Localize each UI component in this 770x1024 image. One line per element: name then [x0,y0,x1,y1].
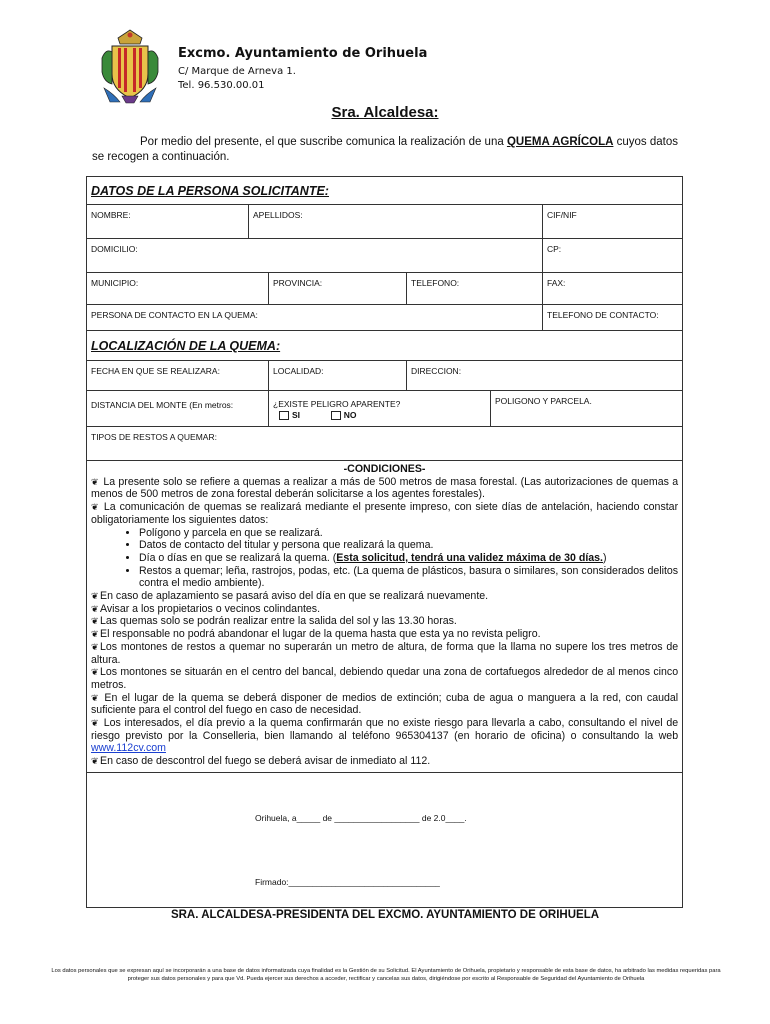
privacy-notice: Los datos personales que se expresan aquí se incorporarán a una base de datos informatizada cuya finalidad es la Gestión de su Solicitud. El Ayuntamiento de Orihuela, propietario y responsable de esta base de datos, ha arbitrado las medidas requeridas para proteger sus datos personales y para que Vd. Pueda ejercer sus derechos a acceder, rectificar y cancelas sus datos, dirigiéndose por escrito al Responsable de Seguridad del Ayuntamiento de Orihuela [51,968,721,982]
fire-warning-icon: ❦ [91,629,99,640]
section-location-title: LOCALIZACIÓN DE LA QUEMA: [87,331,683,361]
intro-emphasis: QUEMA AGRÍCOLA [506,136,614,148]
fire-warning-icon: ❦ [91,692,99,703]
condition-item: ❦El responsable no podrá abandonar el lugar de la quema hasta que esta ya no revista peligro. [91,628,541,641]
fire-warning-icon: ❦ [91,476,99,487]
fecha-field[interactable]: FECHA EN QUE SE REALIZARA: [87,361,269,391]
intro-paragraph: Por medio del presente, el que suscribe comunica la realización de una QUEMA AGRÍCOLA cuyos datos se recogen a continuación. [92,136,678,163]
web-link[interactable]: www.112cv.com [91,742,166,755]
fire-warning-icon: ❦ [91,603,99,614]
condition-item: ❦ En el lugar de la quema se deberá disponer de medios de extinción; cuba de agua o manguera a la red, con caudal suficiente para el control del fuego en caso de necesidad. [91,691,679,717]
condition-item: ❦Los montones de restos a quemar no superarán un metro de altura, de forma que la llama no supere los tres metros de altura. [91,640,679,666]
fire-warning-icon: ❦ [91,616,99,627]
list-item: • Datos de contacto del titular y persona que realizará la quema. [139,539,678,552]
section-applicant-title: DATOS DE LA PERSONA SOLICITANTE: [87,177,683,205]
footer-title: SRA. ALCALDESA-PRESIDENTA DEL EXCMO. AYUNTAMIENTO DE ORIHUELA [170,909,600,921]
direccion-field[interactable]: DIRECCION: [407,361,683,391]
place-date-line[interactable]: Orihuela, a_____ de __________________ de 2.0____. [255,812,467,823]
condition-item: ❦ La presente solo se refiere a quemas a realizar a más de 500 metros de masa forestal. (Las autorizaciones de quemas a menos de 500 metros de zona forestal deberán solicitarse a los agentes forestales). [91,475,679,501]
condition-item: ❦ La comunicación de quemas se realizará mediante el presente impreso, con siete días de antelación, haciendo constar obligatoriamente los siguientes datos: [91,501,679,526]
fire-warning-icon: ❦ [91,502,99,513]
signature-block [87,772,683,907]
cp-field[interactable]: CP: [543,239,683,273]
restos-field[interactable]: TIPOS DE RESTOS A QUEMAR: [87,427,683,461]
salutation: Sra. Alcaldesa: [331,104,439,121]
condition-item: ❦Las quemas solo se podrán realizar entre la salida del sol y las 13.30 horas. [91,615,457,628]
org-address: C/ Marque de Arneva 1. [178,66,296,77]
fire-warning-icon: ❦ [91,756,99,767]
provincia-field[interactable]: PROVINCIA: [269,273,407,305]
distancia-field[interactable]: DISTANCIA DEL MONTE (En metros: [87,391,269,427]
no-checkbox[interactable] [331,411,341,420]
org-name: Excmo. Ayuntamiento de Orihuela [178,46,428,61]
tel-contacto-field[interactable]: TELEFONO DE CONTACTO: [543,305,683,331]
fire-warning-icon: ❦ [91,591,99,602]
poligono-field[interactable]: POLIGONO Y PARCELA. [491,391,683,427]
org-phone: Tel. 96.530.00.01 [178,80,265,91]
nombre-field[interactable]: NOMBRE: [87,205,249,239]
telefono-field[interactable]: TELEFONO: [407,273,543,305]
si-checkbox[interactable] [279,411,289,420]
fire-warning-icon: ❦ [91,667,99,678]
condition-item: ❦ Los interesados, el día previo a la quema confirmarán que no existe riesgo para llevarla a cabo, consultando el nivel de riesgo previsto por la Conselleria, bien llamando al teléfono 965304137 (en horario de oficina) o consultando la web www.112cv.com [91,717,679,755]
fire-warning-icon: ❦ [91,641,99,652]
conditions-block [87,461,683,773]
domicilio-field[interactable]: DOMICILIO: [87,239,543,273]
conditions-title: -CONDICIONES- [343,463,426,475]
localidad-field[interactable]: LOCALIDAD: [269,361,407,391]
signature-line[interactable]: Firmado:________________________________ [255,876,440,887]
peligro-question: ¿EXISTE PELIGRO APARENTE? SI NO [269,391,491,427]
municipio-field[interactable]: MUNICIPIO: [87,273,269,305]
coat-of-arms-icon [100,28,160,104]
apellidos-field[interactable]: APELLIDOS: [249,205,543,239]
condition-item: ❦En caso de descontrol del fuego se deberá avisar de inmediato al 112. [91,755,431,768]
fire-warning-icon: ❦ [91,718,99,729]
request-form [86,176,683,908]
contacto-field[interactable]: PERSONA DE CONTACTO EN LA QUEMA: [87,305,543,331]
condition-item: ❦En caso de aplazamiento se pasará aviso del día en que se realizará nuevamente. [91,590,489,603]
list-item: • Restos a quemar; leña, rastrojos, podas, etc. (La quema de plásticos, basura o similares, son considerados delitos contra el medio ambiente). [139,565,678,590]
list-item: • Día o días en que se realizará la quema. (Esta solicitud, tendrá una validez máxima de 30 días.) [139,552,678,565]
fax-field[interactable]: FAX: [543,273,683,305]
condition-item: ❦Los montones se situarán en el centro del bancal, debiendo quedar una zona de cortafuegos alrededor de al menos cinco metros. [91,666,679,691]
list-item: • Polígono y parcela en que se realizará. [139,527,678,540]
cif-field[interactable]: CIF/NIF [543,205,683,239]
condition-item: ❦Avisar a los propietarios o vecinos colindantes. [91,602,321,615]
